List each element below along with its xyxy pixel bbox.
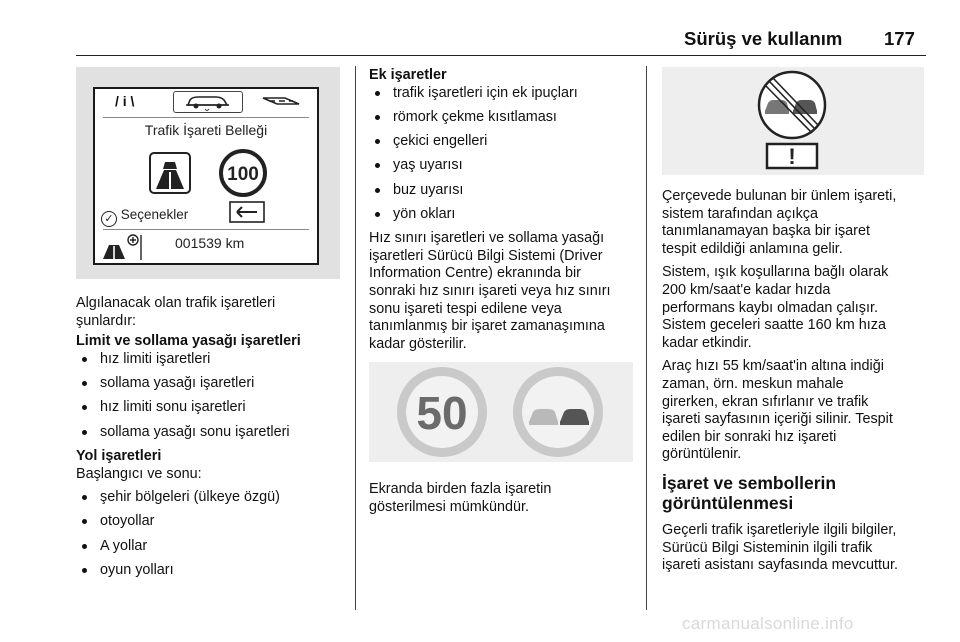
paragraph-line: girerken, ekran sıfırlanır ve trafik (662, 393, 869, 410)
paragraph-line: edilen bir sonraki hız işareti (662, 428, 837, 445)
column-2-top (369, 67, 641, 353)
paragraph-line: Sürücü Bilgi Sisteminin ilgili trafik (662, 539, 873, 556)
paragraph-line: görüntülenir. (662, 446, 742, 463)
display-screen (93, 87, 319, 265)
page-header-title: Sürüş ve kullanım (684, 28, 843, 49)
list-item: yaş uyarısı (369, 157, 641, 175)
paragraph-line: performans kaybı olmadan çalışır. (662, 299, 878, 316)
display-rule-bottom (103, 229, 309, 230)
list-item: sollama yasağı işaretleri (76, 375, 346, 393)
list-item: buz uyarısı (369, 182, 641, 200)
paragraph-line: 200 km/saat'e kadar hızda (662, 281, 831, 298)
paragraph-line: Araç hızı 55 km/saat'in altına indiği (662, 358, 884, 375)
list-item: A yollar (76, 538, 346, 556)
small-motorway-icon (101, 233, 145, 261)
paragraph-line: kadar etkindir. (662, 334, 752, 351)
paragraph-line: Sistem geceleri saatte 160 km hıza (662, 317, 886, 334)
intro-line-2: şunlardır: (76, 312, 136, 329)
road-icon (261, 94, 301, 110)
column-1 (76, 295, 346, 586)
column-divider-2 (646, 66, 647, 610)
check-circle-icon: ✓ (101, 211, 117, 227)
paragraph-line: Ekranda birden fazla işaretin (369, 481, 552, 497)
list-item: sollama yasağı sonu işaretleri (76, 424, 346, 442)
back-arrow-icon (229, 201, 265, 223)
paragraph-line: Çerçevede bulunan bir ünlem işareti, (662, 188, 897, 204)
paragraph-line: gösterilmesi mümkündür. (369, 498, 529, 515)
list-item: trafik işaretleri için ek ipuçları (369, 85, 641, 103)
list-item: römork çekme kısıtlaması (369, 109, 641, 127)
display-options-label: Seçenekler (120, 207, 189, 222)
paragraph-line: işareti asistanı sayfasında mevcuttur. (662, 557, 898, 574)
speed-50-value: 50 (416, 387, 468, 439)
section-heading-line-2: görüntülenmesi (662, 492, 794, 513)
display-tab-vehicle (173, 91, 243, 113)
group2-heading: Yol işaretleri (76, 447, 162, 464)
list-item: otoyollar (76, 513, 346, 531)
paragraph-line: zaman, örn. meskun mahale (662, 375, 844, 392)
display-rule-top (103, 117, 309, 118)
paragraph-line: işareti sayfasının içeriği silinir. Tespit (662, 411, 893, 428)
paragraph-line: işaretleri Sürücü Bilgi Sistemi (Driver (369, 247, 603, 264)
watermark: carmanualsonline.info (682, 614, 854, 633)
end-sign-svg (662, 67, 924, 175)
column-divider-1 (355, 66, 356, 610)
paragraph-line: Information Centre) ekranında bir (369, 265, 581, 282)
paragraph-line: kadar gösterilir. (369, 335, 467, 352)
column-2-bottom (369, 481, 641, 516)
speed-limit-value: 100 (227, 164, 259, 185)
paragraph-line: tanımlanmış bir işaret zamanaşımına (369, 318, 605, 335)
car-icon (174, 92, 240, 111)
header-rule (76, 55, 926, 56)
paragraph-line: sonraki hız sınırı işareti veya hız sınırı (369, 283, 611, 300)
info-display-figure (76, 67, 340, 279)
list-item: şehir bölgeleri (ülkeye özgü) (76, 489, 346, 507)
display-title: Trafik İşareti Belleği (144, 122, 268, 138)
group1-heading: Limit ve sollama yasağı işaretleri (76, 333, 301, 350)
group1-list (76, 351, 346, 441)
paragraph-line: Sistem, ışık koşullarına bağlı olarak (662, 264, 889, 281)
speed-signs-figure (369, 362, 633, 462)
display-tab-info: / i \ (115, 93, 135, 109)
group2-subheading: Başlangıcı ve sonu: (76, 465, 202, 482)
end-of-restriction-figure (662, 67, 924, 175)
extra-signs-list (369, 85, 641, 224)
display-odometer: 001539 km (175, 235, 245, 251)
paragraph-line: tanımlanamayan başka bir işaret (662, 223, 870, 240)
motorway-sign-icon (149, 152, 191, 194)
page-number: 177 (884, 28, 915, 49)
paragraph-line: sistem tarafından açıkça (662, 205, 818, 222)
column-3 (662, 188, 930, 575)
exclamation-symbol: ! (788, 144, 796, 169)
paragraph-line: sonu işareti tespi edilene veya (369, 300, 562, 317)
display-options-row (101, 207, 188, 227)
list-item: yön okları (369, 206, 641, 224)
display-tab-bar (95, 89, 317, 115)
list-item: hız limiti işaretleri (76, 351, 346, 369)
paragraph-line: tespit edildiği anlamına gelir. (662, 240, 843, 257)
paragraph-line: Hız sınırı işaretleri ve sollama yasağı (369, 230, 605, 247)
intro-line-1: Algılanacak olan trafik işaretleri (76, 295, 276, 311)
list-item: oyun yolları (76, 562, 346, 580)
speed-signs-svg (369, 362, 633, 462)
speed-limit-sign-icon (219, 149, 267, 197)
section-heading-line-1: İşaret ve sembollerin (662, 472, 837, 493)
list-item: hız limiti sonu işaretleri (76, 399, 346, 417)
list-item: çekici engelleri (369, 133, 641, 151)
extra-signs-heading: Ek işaretler (369, 67, 447, 83)
group2-list (76, 489, 346, 579)
paragraph-line: Geçerli trafik işaretleriyle ilgili bilgiler, (662, 521, 897, 538)
